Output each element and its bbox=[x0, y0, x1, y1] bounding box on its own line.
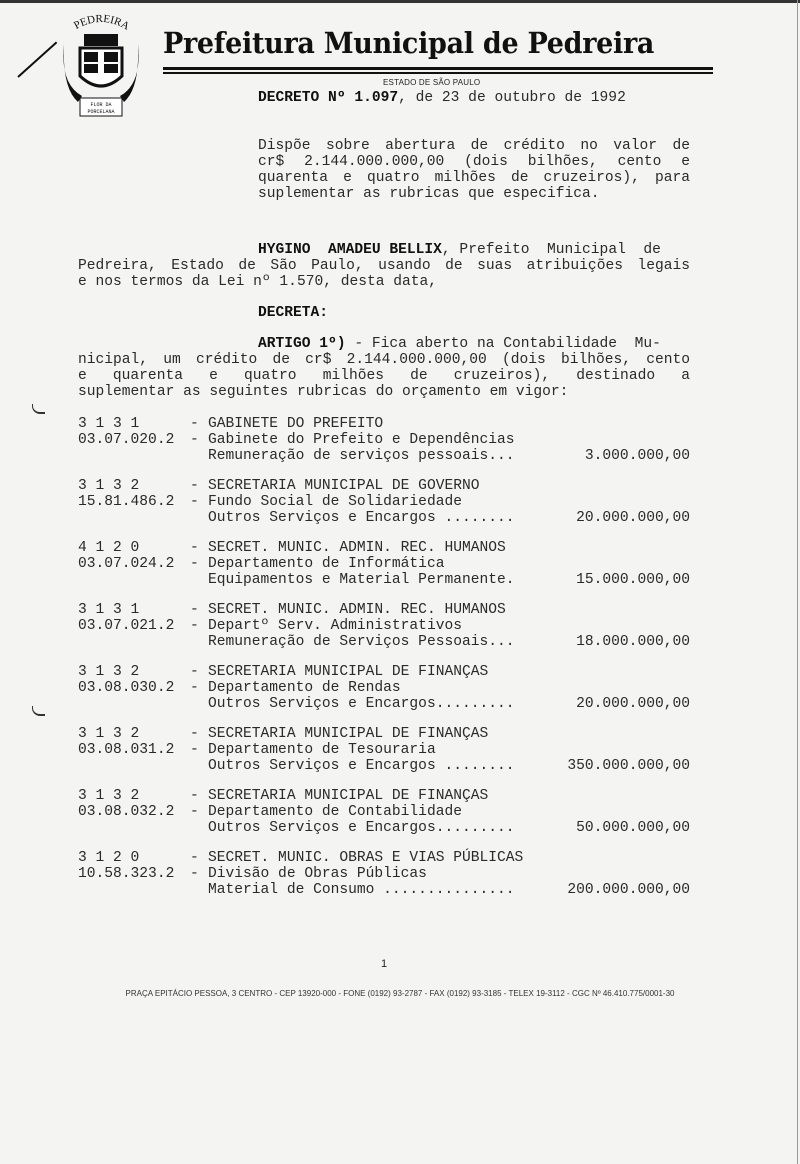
entry-element-code: 4 1 2 0 bbox=[78, 540, 140, 556]
entry-department: Departamento de Informática bbox=[208, 556, 445, 572]
entry-program-code: 10.58.323.2 bbox=[78, 866, 175, 882]
entry-program-code: 03.07.020.2 bbox=[78, 432, 175, 448]
entry-dash: - bbox=[190, 680, 199, 696]
entry-department: Divisão de Obras Públicas bbox=[208, 866, 427, 882]
header-rule bbox=[163, 72, 713, 74]
entry-amount: 20.000.000,00 bbox=[576, 510, 690, 526]
entry-dash: - bbox=[190, 866, 199, 882]
entry-program-code: 15.81.486.2 bbox=[78, 494, 175, 510]
entry-unit: SECRET. MUNIC. ADMIN. REC. HUMANOS bbox=[208, 602, 506, 618]
entry-program-code: 03.08.032.2 bbox=[78, 804, 175, 820]
decree-number: DECRETO Nº 1.097 bbox=[258, 90, 399, 106]
entry-dash: - bbox=[190, 602, 199, 618]
entry-amount: 350.000.000,00 bbox=[567, 758, 690, 774]
entry-item: Outros Serviços e Encargos ........ bbox=[208, 758, 515, 774]
header-rule bbox=[163, 67, 713, 70]
pen-mark bbox=[17, 41, 57, 77]
entry-item: Equipamentos e Material Permanente. bbox=[208, 572, 515, 588]
mayor-name: HYGINO AMADEU BELLIX bbox=[258, 242, 442, 258]
preamble-line bbox=[258, 242, 661, 258]
municipal-crest-logo bbox=[60, 14, 142, 118]
entry-department: Gabinete do Prefeito e Dependências bbox=[208, 432, 515, 448]
entry-dash: - bbox=[190, 556, 199, 572]
article-label: ARTIGO 1º) bbox=[258, 336, 346, 352]
hole-punch-mark bbox=[32, 404, 45, 414]
entry-dash: - bbox=[190, 540, 199, 556]
article-line bbox=[258, 336, 661, 352]
preamble-line: Pedreira, Estado de São Paulo, usando de suas atribuições legais bbox=[78, 258, 690, 274]
article-text: - Fica aberto na Contabilidade Mu- bbox=[345, 336, 661, 352]
state-label: ESTADO DE SÃO PAULO bbox=[383, 78, 481, 87]
entry-department: Departº Serv. Administrativos bbox=[208, 618, 462, 634]
entry-amount: 3.000.000,00 bbox=[584, 448, 690, 464]
page-number: 1 bbox=[381, 958, 388, 970]
svg-text:FLOR DA: FLOR DA bbox=[90, 102, 112, 108]
entry-dash: - bbox=[190, 788, 199, 804]
entry-amount: 15.000.000,00 bbox=[576, 572, 690, 588]
entry-amount: 200.000.000,00 bbox=[567, 882, 690, 898]
entry-dash: - bbox=[190, 494, 199, 510]
entry-unit: GABINETE DO PREFEITO bbox=[208, 416, 384, 432]
article-line: suplementar as seguintes rubricas do orçamento em vigor: bbox=[78, 384, 569, 400]
article-line: nicipal, um crédito de cr$ 2.144.000.000,00 (dois bilhões, cento bbox=[78, 352, 690, 368]
entry-department: Departamento de Tesouraria bbox=[208, 742, 436, 758]
entry-element-code: 3 1 3 2 bbox=[78, 664, 140, 680]
entry-dash: - bbox=[190, 432, 199, 448]
entry-element-code: 3 1 3 1 bbox=[78, 416, 140, 432]
scan-edge-top bbox=[0, 0, 800, 3]
entry-item: Outros Serviços e Encargos......... bbox=[208, 696, 515, 712]
entry-unit: SECRETARIA MUNICIPAL DE FINANÇAS bbox=[208, 664, 489, 680]
entry-program-code: 03.07.024.2 bbox=[78, 556, 175, 572]
entry-element-code: 3 1 3 2 bbox=[78, 478, 140, 494]
entry-amount: 20.000.000,00 bbox=[576, 696, 690, 712]
decree-date: , de 23 de outubro de 1992 bbox=[398, 90, 626, 106]
entry-element-code: 3 1 3 2 bbox=[78, 788, 140, 804]
entry-department: Departamento de Contabilidade bbox=[208, 804, 462, 820]
summary-line: suplementar as rubricas que especifica. bbox=[258, 186, 600, 202]
entry-element-code: 3 1 2 0 bbox=[78, 850, 140, 866]
entry-unit: SECRET. MUNIC. ADMIN. REC. HUMANOS bbox=[208, 540, 506, 556]
entry-dash: - bbox=[190, 804, 199, 820]
decree-heading bbox=[258, 90, 626, 106]
entry-unit: SECRETARIA MUNICIPAL DE FINANÇAS bbox=[208, 726, 489, 742]
entry-item: Remuneração de Serviços Pessoais... bbox=[208, 634, 515, 650]
svg-text:PORCELANA: PORCELANA bbox=[87, 109, 115, 115]
entry-program-code: 03.07.021.2 bbox=[78, 618, 175, 634]
summary-line: cr$ 2.144.000.000,00 (dois bilhões, cento e bbox=[258, 154, 690, 170]
entry-item: Material de Consumo ............... bbox=[208, 882, 515, 898]
entry-dash: - bbox=[190, 664, 199, 680]
preamble-text: , Prefeito Municipal de bbox=[441, 242, 661, 258]
entry-dash: - bbox=[190, 618, 199, 634]
entry-dash: - bbox=[190, 850, 199, 866]
entry-dash: - bbox=[190, 416, 199, 432]
footer-address: PRAÇA EPITÁCIO PESSOA, 3 CENTRO - CEP 13920-000 - FONE (0192) 93-2787 - FAX (0192) 93-3185 - TELEX 19-3112 - CGC Nº 46.410.775/0001-30 bbox=[125, 989, 675, 998]
entry-unit: SECRETARIA MUNICIPAL DE GOVERNO bbox=[208, 478, 480, 494]
page-title: Prefeitura Municipal de Pedreira bbox=[163, 26, 655, 60]
entry-item: Remuneração de serviços pessoais... bbox=[208, 448, 515, 464]
svg-text:PEDREIRA: PEDREIRA bbox=[71, 14, 132, 33]
entry-dash: - bbox=[190, 742, 199, 758]
entry-item: Outros Serviços e Encargos......... bbox=[208, 820, 515, 836]
entry-department: Fundo Social de Solidariedade bbox=[208, 494, 462, 510]
summary-line: quarenta e quatro milhões de cruzeiros), para bbox=[258, 170, 690, 186]
entry-program-code: 03.08.031.2 bbox=[78, 742, 175, 758]
decreta-heading: DECRETA: bbox=[258, 305, 329, 321]
entry-dash: - bbox=[190, 478, 199, 494]
entry-department: Departamento de Rendas bbox=[208, 680, 401, 696]
entry-amount: 50.000.000,00 bbox=[576, 820, 690, 836]
entry-item: Outros Serviços e Encargos ........ bbox=[208, 510, 515, 526]
preamble-line: e nos termos da Lei nº 1.570, desta data, bbox=[78, 274, 438, 290]
article-line: e quarenta e quatro milhões de cruzeiros), destinado a bbox=[78, 368, 690, 384]
entry-program-code: 03.08.030.2 bbox=[78, 680, 175, 696]
summary-line: Dispõe sobre abertura de crédito no valor de bbox=[258, 138, 690, 154]
entry-element-code: 3 1 3 2 bbox=[78, 726, 140, 742]
entry-unit: SECRET. MUNIC. OBRAS E VIAS PÚBLICAS bbox=[208, 850, 524, 866]
entry-amount: 18.000.000,00 bbox=[576, 634, 690, 650]
entry-dash: - bbox=[190, 726, 199, 742]
entry-element-code: 3 1 3 1 bbox=[78, 602, 140, 618]
hole-punch-mark bbox=[32, 706, 45, 716]
entry-unit: SECRETARIA MUNICIPAL DE FINANÇAS bbox=[208, 788, 489, 804]
